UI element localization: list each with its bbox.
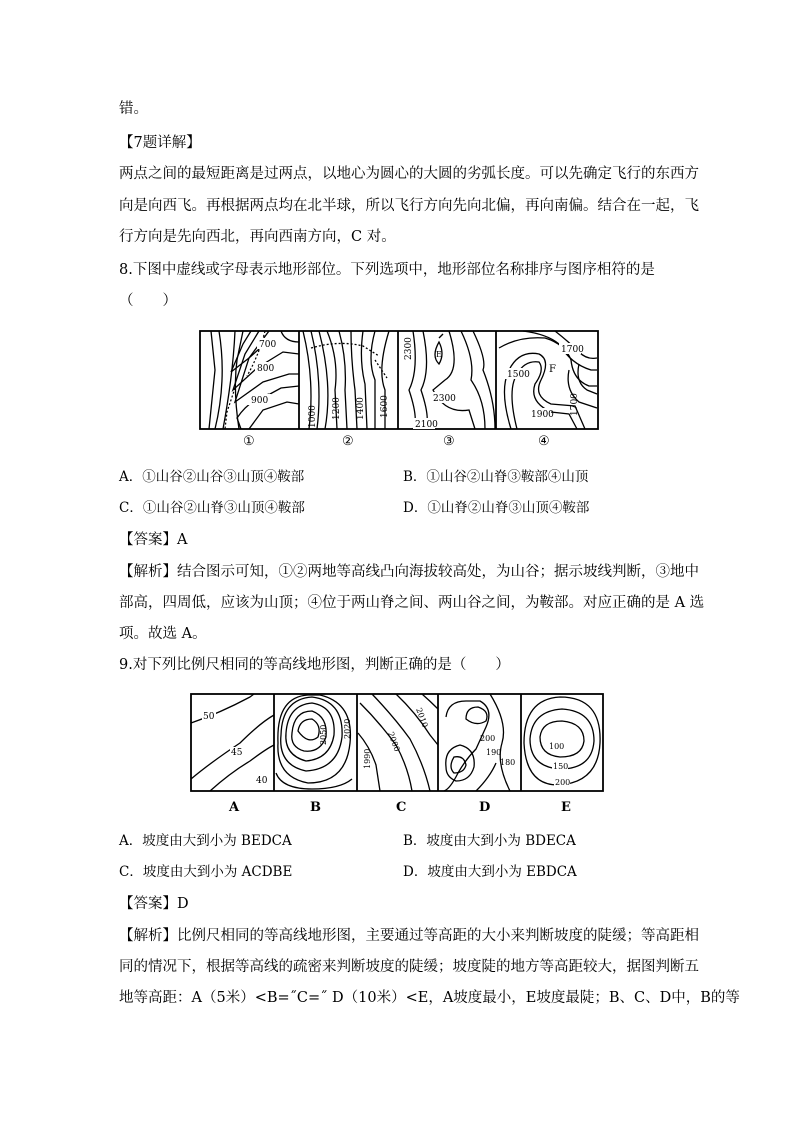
contour-label: 1700 <box>570 393 580 416</box>
panel-label: C <box>396 800 407 815</box>
analysis-line: 【解析】结合图示可知，①②两地等高线凸向海拔较高处，为山谷；据示坡线判断，③地中 <box>119 564 699 580</box>
answer: 【答案】A <box>119 532 188 548</box>
contour-label: 200 <box>480 734 496 743</box>
contour-label: 40 <box>256 776 268 786</box>
q9-contour-figure <box>190 693 604 793</box>
text-line: 错。 <box>119 101 148 117</box>
contour-label: E <box>436 350 442 359</box>
option-c[interactable]: C．坡度由大到小为 ACDBE <box>119 864 293 880</box>
analysis-line: 【解析】比例尺相同的等高线地形图，主要通过等高距的大小来判断坡度的陡缓；等高距相 <box>119 928 699 944</box>
contour-label: 45 <box>231 748 243 758</box>
contour-label: 2010 <box>414 706 430 729</box>
option-a[interactable]: A．①山谷②山谷③山顶④鞍部 <box>119 469 305 485</box>
panel-label: A <box>229 800 240 815</box>
contour-label: 150 <box>553 762 569 771</box>
panel-label: ④ <box>538 434 550 449</box>
option-d[interactable]: D．坡度由大到小为 EBDCA <box>403 864 577 880</box>
contour-label: 200 <box>555 778 571 787</box>
text-line: 向是向西飞。再根据两点均在北半球，所以飞行方向先向北偏，再向南偏。结合在一起，飞 <box>119 198 699 214</box>
panel-label: ① <box>243 434 255 449</box>
contour-label: 1600 <box>380 395 390 418</box>
panel-label: B <box>310 800 321 815</box>
option-a[interactable]: A．坡度由大到小为 BEDCA <box>119 833 292 849</box>
contour-label: 1000 <box>308 405 318 428</box>
option-b[interactable]: B．①山谷②山脊③鞍部④山顶 <box>403 469 589 485</box>
panel-label: E <box>561 800 571 815</box>
contour-label: 1700 <box>561 345 584 355</box>
section-heading: 【7题详解】 <box>119 135 201 151</box>
analysis-line: 同的情况下，根据等高线的疏密来判断坡度的陡缓；坡度陡的地方等高距较大，据图判断五 <box>119 959 699 975</box>
option-b[interactable]: B．坡度由大到小为 BDECA <box>403 833 576 849</box>
contour-label: 190 <box>486 748 502 757</box>
contour-label: 2000 <box>386 730 402 753</box>
option-d[interactable]: D．①山脊②山脊③山顶④鞍部 <box>403 500 590 516</box>
contour-label: 180 <box>500 758 516 767</box>
contour-label: 100 <box>549 742 565 751</box>
contour-label: 2020 <box>343 718 352 739</box>
contour-label: 1990 <box>363 748 372 769</box>
contour-label: 900 <box>251 396 269 406</box>
contour-label: F <box>549 364 556 375</box>
panel-label: ③ <box>443 434 455 449</box>
contour-label: 50 <box>203 712 215 722</box>
question-9: 9.对下列比例尺相同的等高线地形图，判断正确的是（ ） <box>119 657 510 673</box>
contour-label: 2100 <box>415 420 438 430</box>
analysis-line: 项。故选 A。 <box>119 626 207 642</box>
option-c[interactable]: C．①山谷②山脊③山顶④鞍部 <box>119 500 305 516</box>
q8-contour-figure <box>199 330 599 430</box>
contour-label: 2300 <box>404 337 414 360</box>
contour-label: 800 <box>257 364 275 374</box>
panel-label: ② <box>342 434 354 449</box>
question-8-blank: （ ） <box>119 293 177 309</box>
contour-label: 1400 <box>356 397 366 420</box>
panel-label: D <box>479 800 491 815</box>
contour-label: 700 <box>259 340 277 350</box>
contour-label: 2300 <box>433 394 456 404</box>
text-line: 两点之间的最短距离是过两点，以地心为圆心的大圆的劣弧长度。可以先确定飞行的东西方 <box>119 166 699 182</box>
contour-label: 1500 <box>507 370 530 380</box>
question-8: 8.下图中虚线或字母表示地形部位。下列选项中，地形部位名称排序与图序相符的是 <box>119 262 655 278</box>
answer: 【答案】D <box>119 896 189 912</box>
analysis-line: 地等高距：A（5米）<B=˝C=˝ D（10米）<E，A坡度最小，E坡度最陡；B、C、D中，B的等 <box>119 990 740 1006</box>
contour-label: 1200 <box>332 397 342 420</box>
contour-label: 1900 <box>531 410 554 420</box>
analysis-line: 部高，四周低，应该为山顶；④位于两山脊之间、两山谷之间，为鞍部。对应正确的是 A 选 <box>119 595 705 611</box>
contour-label: 2050 <box>319 724 328 745</box>
text-line: 行方向是先向西北，再向西南方向，C 对。 <box>119 229 396 245</box>
